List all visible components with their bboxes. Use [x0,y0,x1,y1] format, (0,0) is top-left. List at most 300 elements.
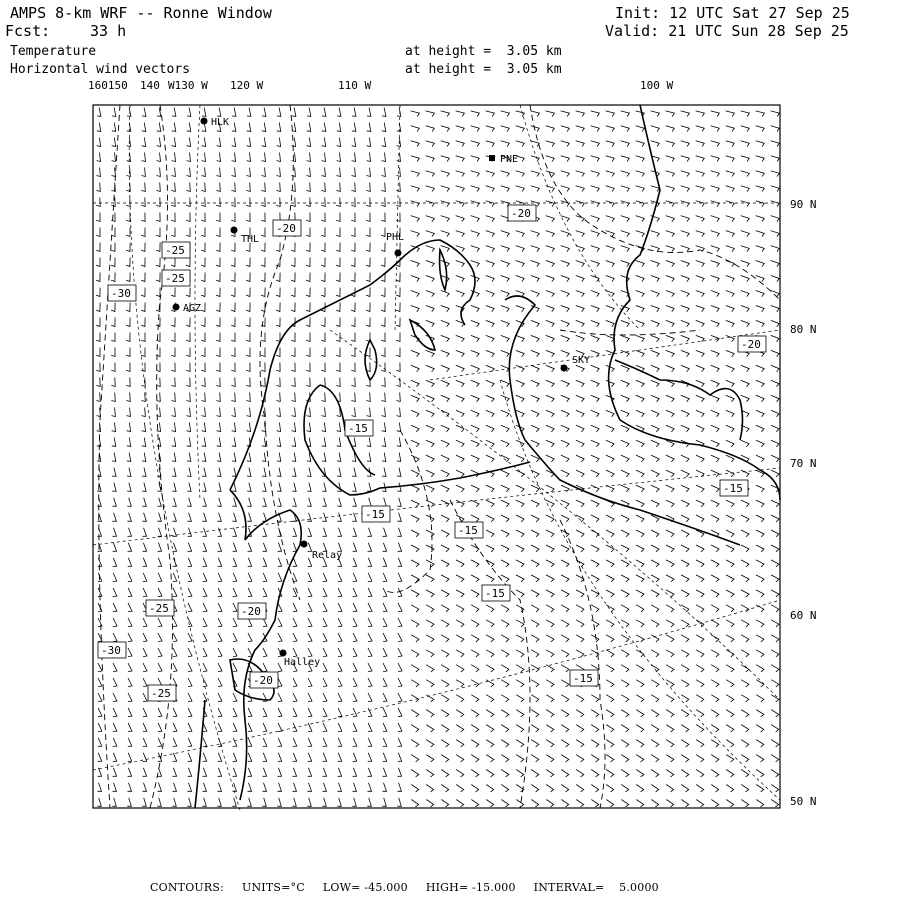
wind-barb [636,500,644,507]
wind-barb [353,738,357,747]
wind-barb [172,168,176,177]
wind-barb [516,620,524,627]
wind-barb [381,303,385,312]
wind-barb [441,365,449,371]
wind-barb [381,348,385,357]
wind-barb [411,785,418,792]
wind-barb [382,123,386,132]
wind-barb [681,680,689,687]
wind-barb [368,543,372,552]
wind-barb [771,365,779,371]
wind-barb [771,276,779,282]
wind-barb [383,558,387,567]
wind-barb [188,528,192,537]
wind-barb [651,141,660,147]
wind-barb [621,455,629,462]
wind-barb [98,618,102,627]
wind-barb [471,785,478,792]
wind-barb [383,528,387,537]
wind-barb [636,470,644,477]
wind-barb [621,620,629,627]
wind-barb [576,306,584,312]
wind-barb [516,560,524,567]
wind-barb [486,485,494,492]
wind-barb [397,123,401,132]
wind-barb [756,440,764,447]
wind-barb [262,438,266,447]
wind-barb [321,273,325,282]
wind-barb [756,785,763,792]
wind-barb [606,575,614,582]
wind-barb [308,753,312,762]
wind-barb [277,453,281,462]
wind-barb [606,710,614,717]
wind-barb [741,276,749,282]
wind-barb [247,153,251,162]
wind-barb [666,635,674,642]
wind-barb [173,633,177,642]
wind-barb [292,453,296,462]
wind-barb [591,410,599,417]
wind-barb [381,198,385,207]
wind-barb [441,665,449,672]
wind-barb [232,513,236,522]
wind-barb [128,738,132,747]
wind-barb [741,171,750,177]
wind-barb [231,378,235,387]
wind-barb [501,111,510,117]
wind-barb [217,498,221,507]
wind-barb [771,141,780,147]
wind-barb [681,605,689,612]
wind-barb [291,378,295,387]
wind-barb [441,590,449,597]
wind-barb [351,363,355,372]
wind-barb [96,318,100,327]
wind-barb [231,348,235,357]
wind-barb [381,393,385,402]
wind-barb [291,303,295,312]
wind-barb [456,425,464,432]
wind-barb [621,365,629,371]
wind-barb [111,243,115,252]
wind-barb [486,261,495,267]
wind-barb [651,680,659,687]
wind-barb [696,156,705,162]
wind-barb [486,395,494,401]
wind-barb [276,303,280,312]
wind-barb [546,605,554,612]
wind-barb [323,618,327,627]
wind-barb [381,213,385,222]
wind-barb [306,288,310,297]
wind-barb [606,605,614,612]
wind-barb [651,755,659,762]
wind-barb [171,333,175,342]
wind-barb [397,438,401,447]
wind-barb [711,320,719,326]
wind-barb [741,680,749,687]
wind-barb [651,111,660,117]
wind-barb [307,423,311,432]
wind-barb [666,216,675,222]
wind-barb [216,363,220,372]
station-agz-label: AGZ [183,303,202,314]
wind-barb [636,485,644,492]
wind-barb [606,680,614,687]
wind-barb [336,303,340,312]
wind-barb [426,725,434,732]
wind-barb [651,425,659,432]
wind-barb [293,693,297,702]
wind-barb [246,378,250,387]
wind-barb [158,573,162,582]
wind-barb [172,468,176,477]
wind-barb [411,216,420,222]
wind-barb [681,515,689,522]
wind-barb [486,755,494,762]
wind-barb [666,246,675,252]
wind-barb [201,363,205,372]
station-relay-label: Relay [312,550,343,561]
wind-barb [651,590,659,597]
wind-barb [127,798,131,807]
wind-barb [353,543,357,552]
wind-barb [186,198,190,207]
wind-barb [756,365,764,371]
wind-barb [321,228,325,237]
wind-barb [561,695,569,702]
wind-barb [771,126,780,132]
wind-barb [411,725,419,732]
wind-barb [246,183,250,192]
wind-barb [501,650,509,657]
wind-barb [202,453,206,462]
wind-barb [353,603,357,612]
wind-barb [681,261,690,267]
wind-barb [696,755,704,762]
wind-barb [128,633,132,642]
wind-barb [111,258,115,267]
wind-barb [696,575,704,582]
wind-barb [501,740,509,747]
wind-barb [262,108,266,117]
wind-barb [203,738,207,747]
wind-barb [113,663,117,672]
wind-barb [651,291,659,297]
wind-barb [217,468,221,477]
wind-barb [398,768,402,777]
wind-barb [411,650,419,657]
wind-barb [456,350,464,356]
wind-barb [426,156,435,162]
wind-barb [606,515,614,522]
wind-barb [606,785,613,792]
wind-barb [128,708,132,717]
wind-barb [128,648,132,657]
map-title: AMPS 8-km WRF -- Ronne Window [10,4,272,22]
wind-barb [322,408,326,417]
wind-barb [531,171,540,177]
wind-barb [666,740,674,747]
wind-barb [666,665,674,672]
wind-barb [308,573,312,582]
wind-barb [218,693,222,702]
wind-barb [546,231,555,237]
wind-barb [456,800,463,807]
wind-barb [531,485,539,492]
wind-barb [216,303,220,312]
station-pne-label: PNE [500,154,519,165]
wind-barb [651,785,658,792]
wind-barb [531,665,539,672]
wind-barb [621,410,629,417]
wind-barb [681,755,689,762]
wind-barb [202,438,206,447]
wind-barb [276,393,280,402]
wind-barb [337,498,341,507]
wind-barb [726,590,734,597]
wind-barb [561,276,569,282]
wind-barb [112,483,116,492]
wind-barb [516,665,524,672]
wind-barb [426,755,434,762]
wind-barb [576,425,584,432]
wind-barb [398,528,402,537]
wind-barb [233,528,237,537]
wind-barb [368,603,372,612]
wind-barb [366,393,370,402]
wind-barb [681,650,689,657]
wind-barb [142,798,146,807]
wind-barb [666,261,675,267]
wind-barb [248,573,252,582]
wind-barb [651,620,659,627]
wind-barb [456,276,464,282]
wind-barb [681,560,689,567]
wind-barb [711,261,720,267]
wind-barb [726,575,734,582]
wind-barb [711,545,719,552]
wind-barb [681,635,689,642]
wind-barb [441,201,450,207]
wind-barb [531,605,539,612]
wind-barb [113,603,117,612]
wind-barb [771,320,779,326]
wind-barb [232,138,236,147]
wind-barb [142,138,146,147]
wind-barb [591,291,599,297]
wind-barb [726,695,734,702]
wind-barb [456,216,465,222]
wind-barb [591,380,599,386]
wind-barb [231,273,235,282]
wind-barb [666,680,674,687]
wind-barb [186,378,190,387]
wind-barb [366,213,370,222]
wind-barb [308,633,312,642]
wind-barb [398,678,402,687]
wind-barb [186,333,190,342]
wind-barb [711,590,719,597]
wind-barb [426,320,434,326]
wind-barb [143,633,147,642]
wind-barb [218,648,222,657]
wind-barb [426,785,433,792]
wind-barb [531,156,540,162]
wind-barb [471,695,479,702]
wind-barb [501,785,508,792]
wind-barb [771,306,779,312]
wind-barb [681,695,689,702]
wind-barb [397,138,401,147]
wind-barb [187,468,191,477]
wind-barb [202,423,206,432]
wind-barb [546,335,554,341]
wind-barb [307,468,311,477]
wind-barb [711,800,718,807]
wind-barb [97,498,101,507]
wind-barb [441,605,449,612]
wind-barb [188,543,192,552]
wind-barb [621,395,629,401]
wind-barb [232,153,236,162]
wind-barb [651,410,659,417]
wind-barb [157,123,161,132]
wind-barb [636,515,644,522]
wind-barb [278,723,282,732]
wind-barb [366,288,370,297]
wind-barb [681,246,690,252]
wind-barb [576,545,584,552]
wind-barb [188,693,192,702]
wind-barb [217,138,221,147]
wind-barb [367,168,371,177]
wind-barb [711,276,719,282]
wind-barb [262,453,266,462]
wind-barb [456,470,464,477]
wind-barb [741,246,750,252]
wind-barb [396,393,400,402]
wind-barb [277,423,281,432]
wind-barb [232,468,236,477]
wind-barb [292,408,296,417]
wind-barb [666,365,674,371]
wind-barb [338,708,342,717]
wind-barb [546,380,554,386]
wind-barb [741,320,749,326]
wind-barb [756,695,764,702]
wind-barb [171,393,175,402]
wind-barb [187,513,191,522]
wind-barb [486,725,494,732]
wind-barb [276,333,280,342]
wind-barb [726,620,734,627]
wind-barb [321,243,325,252]
wind-barb [97,108,101,117]
wind-barb [383,783,387,792]
wind-barb [126,303,130,312]
wind-barb [756,111,765,117]
wind-barb [307,408,311,417]
wind-barb [711,710,719,717]
wind-barb [441,545,449,552]
wind-barb [98,678,102,687]
wind-barb [471,335,479,341]
wind-barb [337,453,341,462]
contour-footer [150,881,677,894]
wind-barb [576,126,585,132]
wind-barb [696,560,704,567]
wind-barb [411,201,420,207]
wind-barb [561,126,570,132]
wind-barb [636,216,645,222]
wind-barb [681,306,689,312]
wind-barb [711,770,719,777]
wind-barb [501,680,509,687]
wind-barb [441,680,449,687]
wind-barb [426,590,434,597]
wind-barb [756,725,764,732]
wind-barb [158,648,162,657]
station-pne-marker [489,155,495,161]
wind-barb [471,126,480,132]
wind-barb [141,318,145,327]
wind-barb [113,708,117,717]
wind-barb [352,123,356,132]
wind-barb [591,710,599,717]
wind-barb [756,455,764,462]
contour-label: -25 [165,244,185,257]
wind-barb [411,755,419,762]
wind-barb [231,243,235,252]
wind-barb [262,123,266,132]
wind-barb [726,680,734,687]
wind-barb [291,243,295,252]
wind-barb [456,186,465,192]
wind-barb [367,438,371,447]
wind-barb [471,590,479,597]
wind-barb [591,216,600,222]
wind-vectors [96,108,779,807]
wind-barb [561,545,569,552]
wind-barb [201,273,205,282]
wind-barb [486,530,494,537]
wind-barb [501,141,510,147]
wind-barb [276,273,280,282]
lon-label-130: W130 W [168,79,208,92]
wind-barb [591,590,599,597]
wind-barb [771,246,780,252]
wind-barb [756,485,764,492]
wind-barb [696,740,704,747]
wind-barb [666,695,674,702]
wind-barb [351,228,355,237]
wind-barb [97,123,101,132]
wind-barb [397,798,401,807]
wind-barb [277,468,281,477]
wind-barb [158,768,162,777]
wind-barb [143,693,147,702]
wind-barb [696,425,704,432]
wind-barb [441,156,450,162]
contour-label: -20 [253,674,273,687]
wind-barb [307,513,311,522]
wind-barb [711,515,719,522]
wind-barb [383,723,387,732]
wind-barb [561,156,570,162]
wind-barb [726,560,734,567]
